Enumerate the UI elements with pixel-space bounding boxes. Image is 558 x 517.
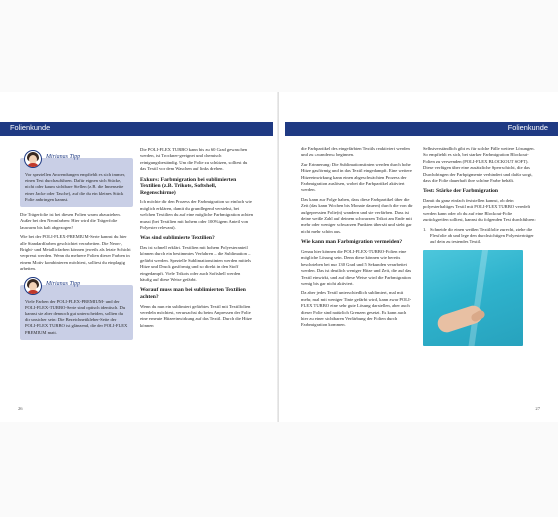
tip-text: Vor speziellen Anwendungen empfiehlt es sich immer, einen Test durchzuführen. Dafür eignen sich Stücke, nicht oder kaum sichtbare Stellen (z.B. die Innenseite einer Jacke oder Tasche), auf die du ein kleines Stück Folie anbringen kannst. bbox=[25, 172, 126, 202]
section-heading: Was sind sublimierte Textilien? bbox=[140, 235, 215, 242]
paragraph: Damit du ganz einfach feststellen kannst, ob dein polyesterhaltiges Textil mit POLI-FLEX TURBO veredelt werden kann oder ob du auf eine Blockout-Folie zurückgreifen solltest, kannst du folgenden Test durchführen: bbox=[423, 198, 536, 223]
tip-label: Mirianas Tipp bbox=[46, 154, 81, 160]
tip-box bbox=[20, 280, 133, 340]
list-item bbox=[423, 227, 536, 246]
fabric-photo bbox=[423, 250, 523, 346]
paragraph: Wie bei der POLI-FLEX-PREMIUM-Serie kannst du hier alle Standardfarben geschichtet verarbeiten. Die Neon-, Bright- und Metallicfarben können jeweils als letzte Schicht verpresst werden. Wenn du mehrere Folien dieser Farben in einem Motiv kombinieren möchtest, solltest du einplagig arbeiten. bbox=[20, 234, 131, 272]
left-page bbox=[0, 92, 279, 422]
left-column-1 bbox=[20, 150, 133, 345]
paragraph: Selbstverständlich gibt es für solche Fälle weitere Lösungen. So empfiehlt es sich, bei starker Farbmigration Blockout-Folien zu verwenden (POLI-FLEX BLOCKOUT SOFT). Diese verfügen über eine zusätzliche Sperrschicht, die das Durchdringen der Farbpigmente verhindert und dafür sorgt, dass die Folie dauerhaft ihre schöne Farbe behält. bbox=[423, 146, 535, 184]
paragraph: Da aber jedes Textil unterschiedlich sublimiert, mal mit mehr, mal mit weniger Tinte gefärbt wird, kann zwar POLI-FLEX TURBO eine sehr gute Lösung darstellen, aber auch dieser Folie sind natürlich Grenzen gesetzt. Es kann auch hier zu einer sichtbaren Verfärbung der Folien durch Farbmigration kommen. bbox=[301, 290, 412, 328]
section-heading: Worauf muss man bei sublimierten Textilien achten? bbox=[140, 287, 246, 301]
tip-label: Mirianas Tipp bbox=[46, 280, 81, 287]
section-heading: Wie kann man Farbmigration vermeiden? bbox=[301, 239, 403, 246]
numbered-list bbox=[423, 227, 536, 246]
left-column-2 bbox=[140, 147, 253, 332]
tip-box bbox=[20, 154, 133, 207]
right-column-1 bbox=[301, 146, 414, 332]
paragraph: Genau hier können die POLI-FLEX-TURBO-Folien eine mögliche Lösung sein. Denn diese können wie bereits beschrieben bei nur 130 Grad und 5 Sekunden verarbeitet werden. Das ist deutlich weniger Hitze und Zeit, die auf das Textil einwirkt, und auf diese Weise wird die Farbmigration wenig bis gar nicht aktiviert. bbox=[301, 248, 412, 286]
header-title: Folienkunde bbox=[507, 123, 548, 132]
author-avatar-icon bbox=[24, 277, 42, 295]
paragraph: Die POLI-FLEX TURBO kann bis zu 60 Grad gewaschen werden, ist Trockner-geeignet und chemisch reinigungsbeständig. Um die Folie zu schützen, solltest du das Textil vor dem Waschen auf links drehen. bbox=[140, 147, 248, 172]
right-column-2 bbox=[423, 146, 536, 346]
paragraph: Zur Erinnerung: Die Sublimationstinten werden durch hohe Hitze gasförmig und in das Textil eingedampft. Eine weitere Hitzeeinwirkung kann einen abgeschwächten Prozess der Farbmigration auslösen, wobei die Farbpartikel aktiviert werden. bbox=[301, 161, 412, 193]
header-title: Folienkunde bbox=[10, 123, 51, 132]
page-number: 26 bbox=[18, 406, 23, 411]
list-item-text: Schneide dir einen weißen Textilfolie zurecht, ziehe die Flexfolie ab und lege den durchsichtigen Polyesterträger auf dein zu testendes Textil. bbox=[430, 226, 534, 245]
paragraph: Wenn du nun ein sublimiert gefärbtes Textil mit Textilfolien veredeln möchtest, verursachst du beim Anpressen der Folie eine erneute Hitzeeinwirkung auf das Textil. Durch die Hitze können bbox=[140, 303, 252, 328]
paragraph: Das ist schnell erklärt. Textilien mit hohem Polyesteranteil können durch ein bestimmtes Verfahren – die Sublimation – gefärbt werden. Spezielle Sublimationstinten werden mittels Hitze und Druck gasförmig und so direkt in den Stoff eingedampft. Viele Trikots oder auch Softshell werden häufig auf diese Weise gefärbt. bbox=[140, 245, 251, 283]
author-avatar-icon bbox=[24, 150, 42, 168]
paragraph: Das kann zur Folge haben, dass diese Farbpartikel über die Zeit (das kann Wochen bis Monate dauern) durch die von dir aufgepressten Folie(n) wandern und sie verfärben. Dass ist deine weiße Zahl auf deinem schwarzen Trikot am Ende mit mehr oder weniger schwarzen Punkten übersät und sieht gar nicht mehr schön aus. bbox=[301, 196, 413, 234]
page-number: 27 bbox=[535, 406, 540, 411]
section-heading: Test: Stärke der Farbmigration bbox=[423, 188, 499, 195]
paragraph: die Farbpartikel des eingefärbten Textils reaktiviert werden und zu »wandern« beginnen. bbox=[301, 146, 410, 158]
section-heading: Exkurs: Farbmigration bei sublimierten Textilien (z.B. Trikots, Softshell, Regenschirme) bbox=[140, 176, 237, 196]
tip-text: Viele Farben der POLI-FLEX-PREMIUM- und der POLI-FLEX-TURBO-Serie sind optisch identisch. Du kannst sie aber dennoch gut unterscheiden, sollten du dir unsicher sein: Die Bezeichnetikleber-Seite der POLI-FLEX TURBO ist glänzend, die der POLI-FLEX PREMIUM matt. bbox=[25, 298, 128, 335]
paragraph: Die Trägerfolie ist bei diesen Folien warm abzuziehen. Außer bei den Neonfarben: Hier wird die Trägerfolie lauwarm bis kalt abgezogen! bbox=[20, 212, 121, 230]
list-marker: 1. bbox=[423, 226, 427, 232]
paragraph: Ich möchte dir den Prozess der Farbmigration so einfach wie möglich erklären, damit du grundlegend verstehst, bei welchen Textilien du auf eine mögliche Farbmigration achten musst (bei Textilien mit hohem oder 100%igem Anteil von Polyester relevant). bbox=[140, 199, 253, 231]
right-page bbox=[279, 92, 558, 422]
